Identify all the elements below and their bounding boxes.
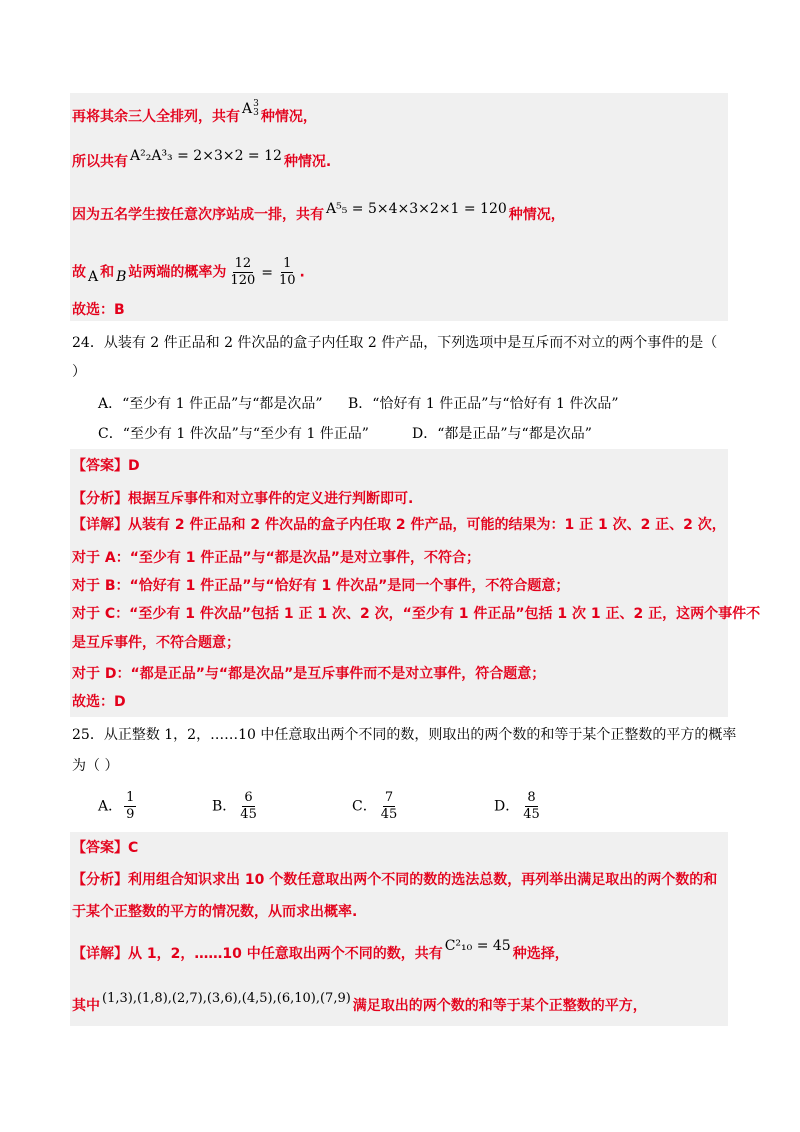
solution-23-line-1: [72, 99, 317, 127]
option-d-fraction: [521, 790, 542, 823]
solution-23-line-1-end: 种情况，: [260, 109, 317, 125]
question-25-stem-line-2: 为（ ）: [72, 758, 119, 774]
fraction-12-120: [228, 256, 257, 289]
solution-23-line-1-text: 再将其余三人全排列，共有: [72, 109, 240, 125]
perm-symbol: A: [242, 101, 253, 117]
question-25-option-d: [494, 790, 544, 823]
question-25-option-c: [352, 790, 401, 823]
solution-24-analysis: 【分析】根据互斥事件和对立事件的定义进行判断即可.: [72, 491, 414, 507]
question-25-stem-line-1: 25．从正整数 1，2，……10 中任意取出两个不同的数，则取出的两个数的和等于某个正整数的平方的概率: [72, 727, 737, 743]
solution-25-analysis-2: 于某个正整数的平方的情况数，从而求出概率.: [72, 904, 358, 920]
question-24-option-b: B．“恰好有 1 件正品”与“恰好有 1 件次品”: [348, 396, 619, 412]
solution-24-answer: 【答案】D: [72, 458, 140, 474]
point-a: A: [88, 268, 99, 285]
solution-25-detail-1-end: 种选择，: [512, 946, 569, 962]
solution-23-line-2-text: 所以共有: [72, 154, 128, 170]
option-a-label: A．: [98, 798, 123, 815]
fraction-numerator: 1: [283, 256, 292, 271]
solution-24-detail-4: 对于 C：“至少有 1 件次品”包括 1 正 1 次、2 次，“至少有 1 件正品”包括 1 次 1 正、2 正，这两个事件不: [72, 606, 761, 622]
solution-25-detail-2-end: 满足取出的两个数的和等于某个正整数的平方，: [352, 998, 647, 1014]
fraction-denominator: 9: [126, 807, 135, 822]
fraction-numerator: 12: [234, 256, 252, 271]
question-24-option-c: C．“至少有 1 件次品”与“至少有 1 件正品”: [98, 426, 369, 442]
fraction-numerator: 8: [527, 790, 536, 805]
perm-sub: 3: [253, 108, 259, 118]
fraction-1-10: [277, 256, 298, 289]
fraction-denominator: 45: [523, 807, 540, 822]
option-c-fraction: [379, 790, 400, 823]
question-25-option-b: [212, 790, 261, 823]
fraction-denominator: 45: [240, 807, 257, 822]
option-c-label: C．: [352, 798, 377, 815]
total-formula: A⁵₅ = 5×4×3×2×1 = 120: [326, 201, 507, 217]
fraction-denominator: 45: [380, 807, 398, 822]
solution-25-detail-2-text: 其中: [72, 998, 100, 1014]
perm-sup: 3: [253, 99, 259, 109]
solution-23-line-4-text: 故: [72, 264, 86, 281]
solution-23-line-2-end: 种情况.: [283, 154, 332, 170]
solution-24-detail-6: 对于 D：“都是正品”与“都是次品”是互斥事件而不是对立事件，符合题意；: [72, 666, 546, 682]
solution-24-detail-3: 对于 B：“恰好有 1 件正品”与“恰好有 1 件次品”是同一个事件，不符合题意；: [72, 578, 570, 594]
equals-sign: =: [261, 264, 273, 281]
solution-23-line-3: [72, 201, 565, 225]
fraction-numerator: 1: [126, 790, 135, 805]
solution-23-line-3-text: 因为五名学生按任意次序站成一排，共有: [72, 207, 324, 223]
combination-formula: C²₁₀ = 45: [444, 938, 511, 954]
question-25-option-a: [98, 790, 138, 823]
solution-24-detail-2: 对于 A：“至少有 1 件正品”与“都是次品”是对立事件，不符合；: [72, 550, 481, 566]
question-24-option-d: D．“都是正品”与“都是次品”: [412, 426, 592, 442]
perm-indices: [253, 100, 259, 118]
solution-25-detail-2: [72, 991, 647, 1016]
fraction-numerator: 7: [384, 790, 394, 805]
solution-25-analysis-1: 【分析】利用组合知识求出 10 个数任意取出两个不同的数的选法总数，再列举出满足取出的两个数的和: [72, 872, 718, 888]
solution-25-detail-1-text: 【详解】从 1，2，……10 中任意取出两个不同的数，共有: [72, 946, 443, 962]
solution-24-detail-1: 【详解】从装有 2 件正品和 2 件次品的盒子内任取 2 件产品，可能的结果为：1 正 1 次、2 正、2 次，: [72, 517, 726, 533]
probability-text: 站两端的概率为: [128, 264, 227, 281]
fraction-denominator: 10: [278, 273, 296, 288]
permutation-a33: [242, 99, 259, 119]
solution-25-detail-1: [72, 938, 569, 964]
fraction-denominator: 120: [230, 273, 256, 288]
solution-24-detail-5: 是互斥事件，不符合题意；: [72, 635, 240, 651]
solution-25-answer: 【答案】C: [72, 840, 139, 856]
fraction-numerator: 6: [244, 790, 253, 805]
pairs-list: (1,3),(1,8),(2,7),(3,6),(4,5),(6,10),(7,9): [102, 991, 351, 1006]
point-b: B: [116, 268, 127, 285]
option-b-label: B．: [212, 798, 237, 815]
solution-24-choose: 故选：D: [72, 694, 126, 710]
option-a-fraction: [124, 790, 136, 823]
question-24-option-a: A．“至少有 1 件正品”与“都是次品”: [98, 396, 323, 412]
solution-23-line-4: [72, 256, 305, 289]
solution-23-answer: 故选：B: [72, 302, 125, 318]
solution-23-line-3-end: 种情况，: [508, 207, 565, 223]
and-text: 和: [100, 264, 115, 281]
option-d-label: D．: [494, 798, 520, 815]
option-b-fraction: [238, 790, 259, 823]
question-24-stem-line-2: ）: [72, 364, 86, 380]
question-24-stem-line-1: 24．从装有 2 件正品和 2 件次品的盒子内任取 2 件产品，下列选项中是互斥而不对立的两个事件的是（: [72, 335, 718, 351]
count-formula: A²₂A³₃ = 2×3×2 = 12: [130, 148, 282, 164]
period: .: [299, 264, 305, 281]
solution-23-line-2: [72, 148, 332, 172]
